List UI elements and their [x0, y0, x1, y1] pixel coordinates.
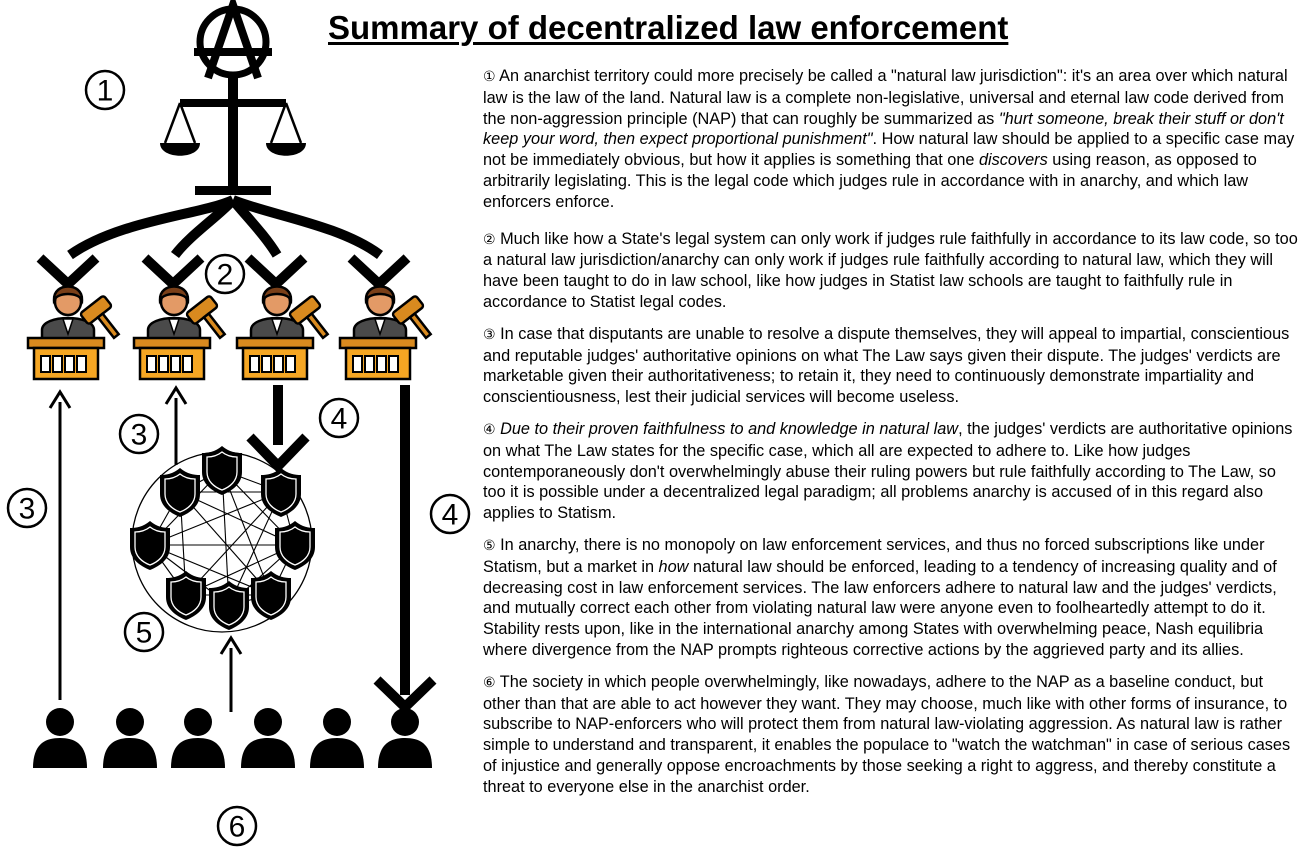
- step-number: 4: [441, 498, 459, 532]
- verdict-arrow: [377, 385, 433, 707]
- person-icon: [103, 708, 157, 768]
- section-3: [483, 324, 1298, 408]
- text-run: In case that disputants are unable to resolve a dispute themselves, they will appeal to impartial, conscientious and reputable judges' authoritative opinions on what The Law says given their dispute. The judges' verdicts are marketable given their authoritativeness; to retain it, they need to continuously demonstrate impartiality and conscientiousness, lest their judicial services will become useless.: [483, 324, 1290, 407]
- step-marker: [125, 613, 163, 651]
- text-run: using reason, as opposed to arbitrarily legislating. This is the legal code which judges rule in accordance with in anarchy, and which law enforcers enforce.: [483, 151, 1257, 211]
- judge-icon: [134, 287, 234, 380]
- shield-icon: [209, 581, 249, 630]
- judge-icon: [340, 287, 440, 380]
- section-number: ①: [483, 69, 496, 85]
- person-icon: [33, 708, 87, 768]
- text-run-italic: discovers: [978, 151, 1048, 170]
- step-marker: [86, 71, 124, 109]
- person-icon: [241, 708, 295, 768]
- section-6: [483, 672, 1298, 798]
- text-run-italic: Due to their proven faithfulness to and knowledge in natural law: [500, 419, 959, 438]
- section-number: ⑤: [483, 537, 496, 554]
- person-icon: [378, 708, 432, 768]
- person-icon: [171, 708, 225, 768]
- person-icon: [310, 708, 364, 768]
- section-5: [483, 535, 1298, 661]
- appeal-arrow: [50, 392, 70, 700]
- shield-icon: [261, 468, 301, 517]
- step-number: 3: [130, 418, 148, 452]
- text-run: In anarchy, there is no monopoly on law enforcement services, and thus no forced subscriptions like under Statism, but a market in: [483, 535, 1265, 576]
- section-number: ⑥: [483, 674, 496, 691]
- step-number: 5: [135, 616, 153, 650]
- shield-icon: [251, 571, 291, 620]
- law-branch-arrows: [70, 200, 380, 255]
- step-marker: [8, 489, 46, 527]
- page-title: Summary of decentralized law enforcement: [328, 9, 1009, 46]
- step-number: 3: [18, 492, 36, 526]
- shield-icon: [160, 468, 200, 517]
- step-number: 4: [330, 402, 348, 436]
- step-marker: [206, 255, 244, 293]
- text-run-italic: how: [658, 557, 689, 576]
- text-run: . How natural law should be applied to a specific case may not be immediately obvious, but how it applies is something that one: [483, 130, 1295, 170]
- text-run: An anarchist territory could more precisely be called a "natural law jurisdiction": it's an area over which natural law is the law of the land. Natural law is a complete non-legislative, universal and eternal law code derived from the non-aggression principle (NAP) that can roughly be summarized as: [483, 67, 1288, 128]
- enforcer-network: [130, 446, 315, 632]
- step-marker: [431, 495, 469, 533]
- judge-icon: [28, 287, 128, 380]
- verdict-arrow: [250, 385, 306, 466]
- section-number: ④: [483, 421, 496, 438]
- step-marker: [320, 399, 358, 437]
- section-number: ②: [483, 231, 496, 248]
- step-marker: [120, 415, 158, 453]
- anarchy-symbol-icon: [194, 5, 272, 78]
- shield-icon: [166, 571, 206, 620]
- text-run: , the judges' verdicts are authoritative opinions on what The Law states for the specific case, which all are expected to adhere to. Like how judges contemporaneously don't overwhelmingly abuse their ruling powers but rule faithfully according to The Law, so too it is possible under a decentralized legal paradigm; all problems anarchy is accused of in this regard also applies to Statism.: [483, 419, 1293, 523]
- section-number: ③: [483, 326, 496, 343]
- step-number: 6: [228, 810, 246, 844]
- scales-of-justice-icon: [160, 78, 306, 195]
- text-run-italic: "hurt someone, break their stuff or don't keep your word, then expect proportional punishment": [483, 109, 1284, 149]
- section-2: [483, 229, 1298, 313]
- shield-icon: [202, 446, 242, 495]
- appeal-arrow: [166, 388, 186, 465]
- summary-text: [483, 66, 1298, 809]
- text-run: natural law should be enforced, leading to a tendency of increasing quality and of decreasing cost in law enforcement services. The law enforcers adhere to natural law and the judges' verdicts, and mutually correct each other from violating natural law were anyone even to foolheartedly attempt to do it. Stability rests upon, like in the international anarchy among States with overwhelming peace, Nash equilibria where divergence from the NAP prompts righteous corrective actions by the aggrieved party and its allies.: [483, 557, 1277, 659]
- step-number: 2: [216, 258, 234, 292]
- decentralized-law-diagram: [0, 0, 480, 858]
- section-4: [483, 419, 1298, 524]
- shield-icon: [130, 521, 170, 570]
- step-marker: [218, 807, 256, 845]
- subscription-arrow: [221, 638, 241, 712]
- text-run: Much like how a State's legal system can only work if judges rule faithfully in accordance to its law code, so too a natural law jurisdiction/anarchy can only work if judges rule faithfully according to natural law, which they will have been taught to do in law school, like how judges in Statist law schools are taught to faithfully rule in accordance to Statist legal codes.: [483, 229, 1298, 311]
- text-run: The society in which people overwhelmingly, like nowadays, adhere to the NAP as a baseline conduct, but other than that are able to act however they want. They may choose, much like with other forms of insurance, to subscribe to NAP-enforcers who will protect them from natural law-violating aggression. As natural law is rather simple to understand and transparent, it enables the populace to "watch the watchman" in case of serious cases of injustice and generally oppose encroachments by those seeking a right to aggress, and thereby constitute a threat to everyone else in the anarchist order.: [483, 672, 1291, 796]
- step-number: 1: [96, 74, 114, 108]
- section-1: [483, 66, 1298, 213]
- judge-icon: [237, 287, 337, 380]
